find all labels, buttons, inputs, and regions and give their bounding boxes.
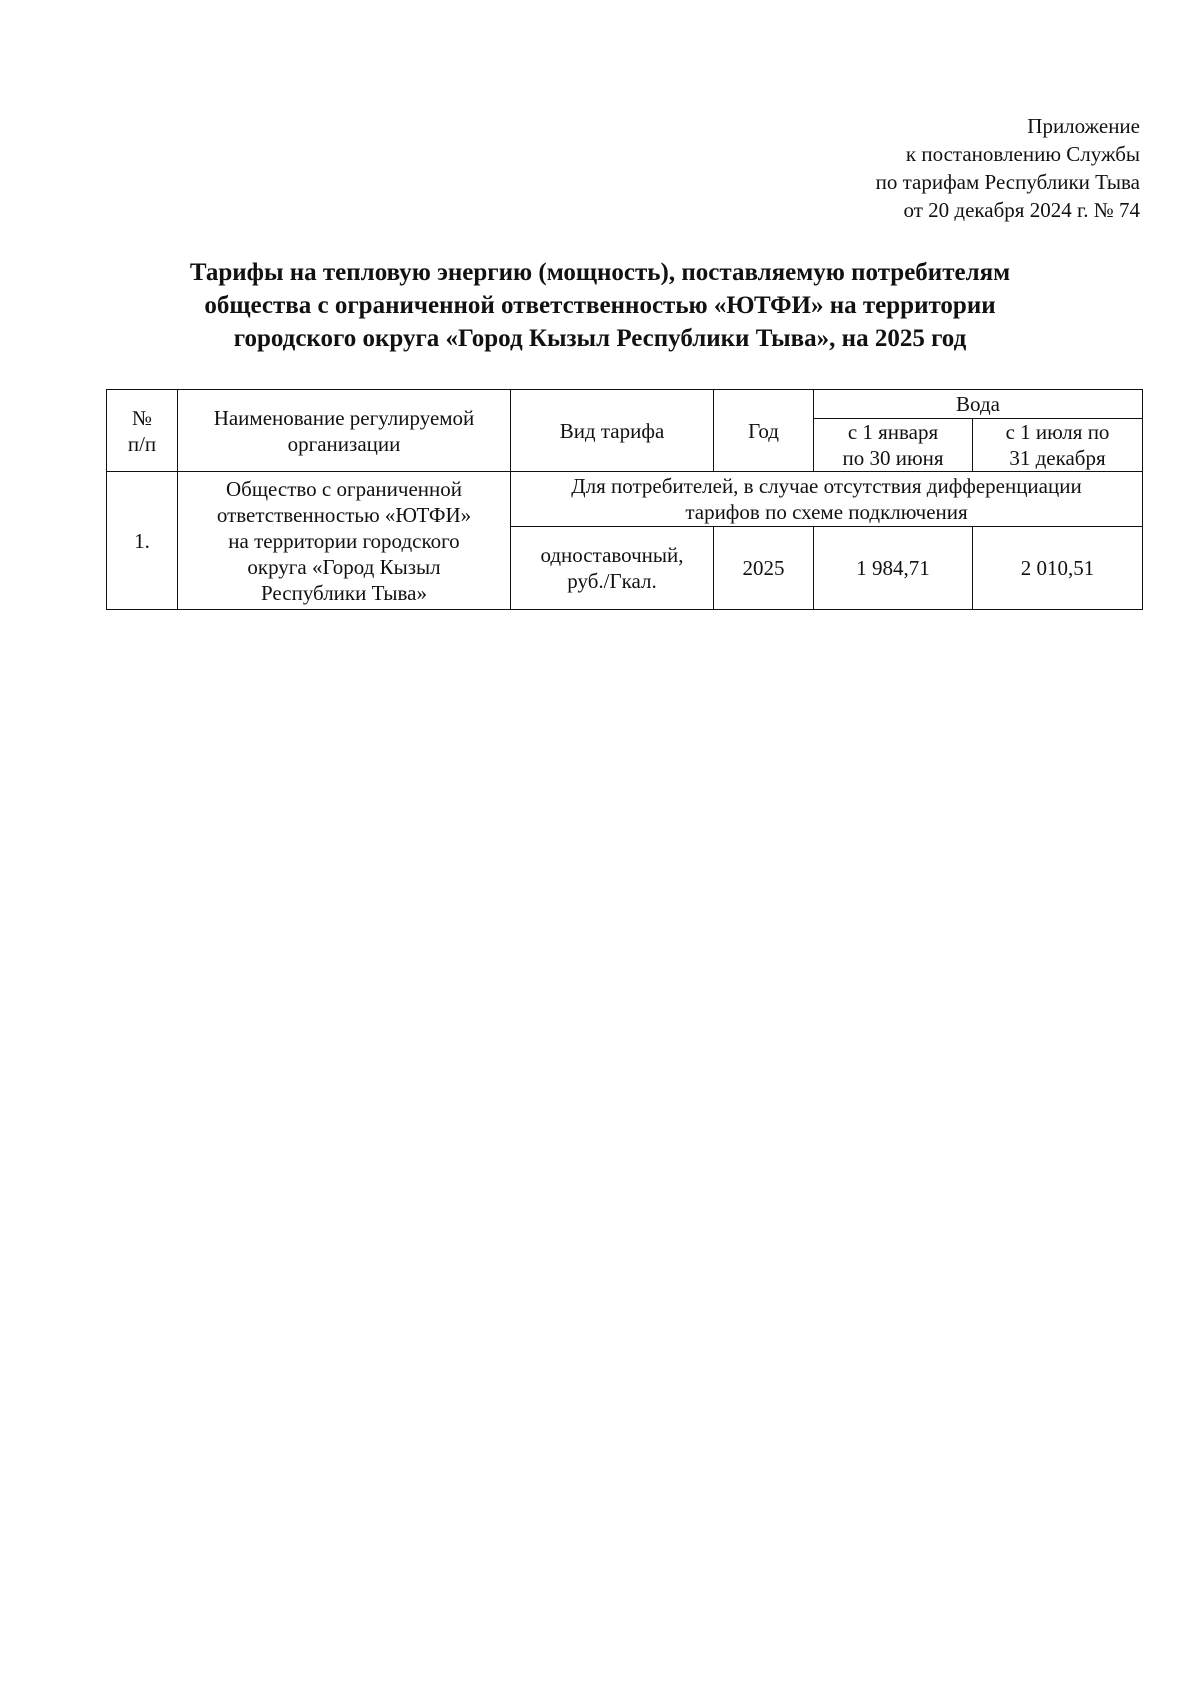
header-text: Год — [748, 418, 779, 443]
row-value1-cell — [814, 527, 973, 610]
cell-text: округа «Город Кызыл — [247, 554, 441, 579]
header-period1-cell — [814, 419, 973, 472]
cell-text: 1 984,71 — [856, 556, 930, 580]
row-org-cell — [178, 472, 511, 610]
header-text: организации — [287, 431, 401, 456]
cell-text: 1. — [134, 528, 150, 553]
appendix-line: по тарифам Республики Тыва — [875, 170, 1140, 194]
header-text: Наименование регулируемой — [213, 405, 475, 430]
header-text: с 1 января — [847, 420, 939, 444]
row-value2-cell — [973, 527, 1143, 610]
document-title — [100, 256, 1100, 355]
row-num-cell — [107, 472, 178, 610]
cell-text: одноставочный, — [540, 543, 684, 567]
header-year-cell — [714, 390, 814, 472]
appendix-line: Приложение — [1027, 114, 1140, 138]
title-line: общества с ограниченной ответственностью «ЮТФИ» на территории — [204, 292, 996, 319]
header-tariff-type-cell — [511, 390, 714, 472]
row-subheader-cell — [511, 472, 1143, 527]
cell-text: ответственностью «ЮТФИ» — [216, 502, 472, 527]
header-text: по 30 июня — [842, 446, 944, 470]
header-text: с 1 июля по — [1005, 420, 1110, 444]
cell-text: Республики Тыва» — [261, 580, 427, 605]
cell-text: 2025 — [742, 556, 785, 580]
cell-text: на территории городского — [228, 528, 460, 553]
title-line: Тарифы на тепловую энергию (мощность), поставляемую потребителям — [189, 259, 1011, 286]
cell-text: 2 010,51 — [1020, 556, 1095, 580]
header-text: п/п — [127, 431, 157, 456]
cell-text: Общество с ограниченной — [226, 476, 462, 501]
cell-text: тарифов по схеме подключения — [685, 500, 968, 524]
title-line: городского округа «Город Кызыл Республики Тыва», на 2025 год — [233, 325, 967, 352]
table-row — [107, 472, 1143, 527]
header-period2-cell — [973, 419, 1143, 472]
cell-text: руб./Гкал. — [567, 569, 657, 593]
header-text: Вид тарифа — [559, 418, 665, 443]
header-text: № — [131, 405, 153, 430]
appendix-line: от 20 декабря 2024 г. № 74 — [903, 198, 1140, 222]
tariff-table — [106, 389, 1143, 610]
header-org-cell — [178, 390, 511, 472]
row-tariff-type-cell — [511, 527, 714, 610]
header-row — [107, 390, 1143, 419]
header-water-cell — [814, 390, 1143, 419]
header-text: Вода — [956, 392, 1000, 416]
header-text: 31 декабря — [1009, 446, 1106, 470]
appendix-line: к постановлению Службы — [905, 142, 1140, 166]
cell-text: Для потребителей, в случае отсутствия дифференциации — [571, 474, 1082, 498]
row-year-cell — [714, 527, 814, 610]
header-num-cell — [107, 390, 178, 472]
appendix-block — [876, 112, 1140, 224]
